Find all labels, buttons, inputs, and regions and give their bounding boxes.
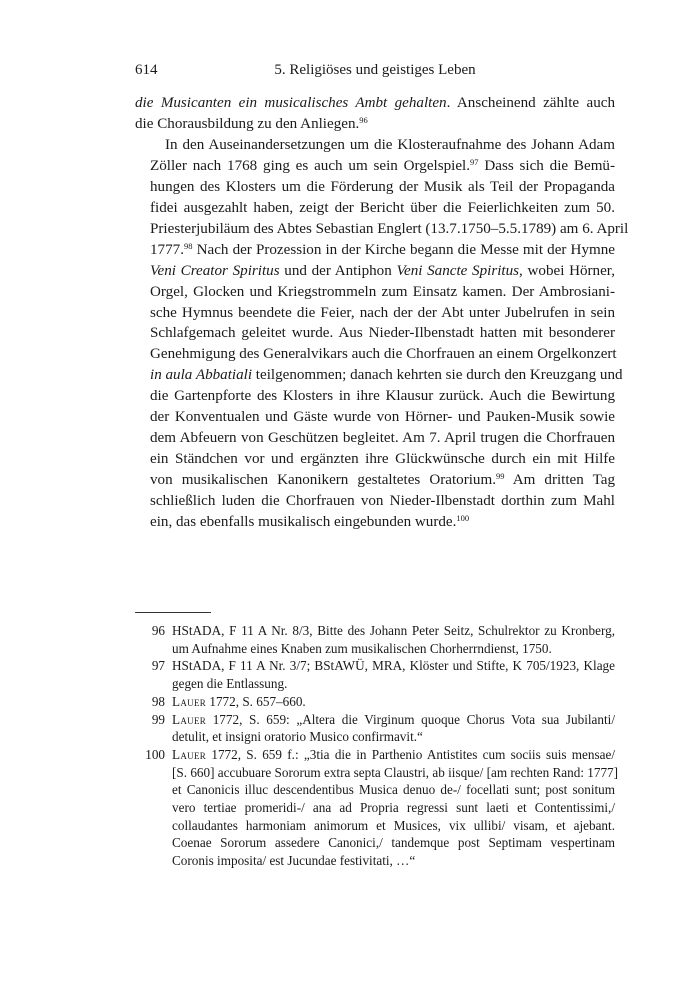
footnote-line-text: vero tertiae promeridi-/ ana ad Propria regressi sunt laeti et Contentissimi,/ (172, 800, 615, 816)
footnote-line (172, 781, 615, 799)
footnote-line-text: 1772, S. 659 f.: „3tia die in Parthenio Antistites cum sociis suis mensae/ (206, 746, 615, 762)
text-span: In den Auseinandersetzungen um die Klosteraufnahme des Johann Adam (165, 136, 615, 153)
body-text (135, 93, 629, 533)
text-line (135, 386, 615, 407)
footnote-line-text: um Aufnahme eines Knaben zum musikalischen Chorherrndienst, 1750. (172, 640, 552, 656)
footnote-line-text: 1772, S. 657–660. (206, 693, 306, 709)
footnote-author: Lauer (172, 711, 207, 727)
footnote-line (172, 622, 615, 640)
text-span: der Konventualen und Gäste wurde von Hörner- und Pauken-Musik sowie (150, 409, 615, 426)
footnote-line (172, 693, 615, 711)
text-line (135, 135, 615, 156)
text-line (135, 93, 615, 114)
text-line (135, 177, 615, 198)
footnote-ref-99[interactable]: 99 (495, 471, 505, 482)
text-span: Dass sich die Bemü- (478, 157, 616, 174)
text-line (135, 344, 615, 365)
text-span: von musikalischen Kanonikern gestaltetes Oratorium. (150, 472, 496, 489)
text-span: teilgenommen; danach kehrten sie durch den Kreuzgang und (252, 367, 623, 384)
text-span: hungen des Klosters um die Förderung der Musik als Teil der Propaganda (150, 178, 615, 195)
footnote-line (172, 852, 615, 870)
footnote-100 (135, 746, 619, 870)
footnote-number: 97 (151, 658, 165, 674)
text-line (135, 198, 615, 219)
footnotes (135, 622, 619, 870)
text-span: Priesterjubiläum des Abtes Sebastian Englert (13.7.1750–5.5.1789) am 6. April (150, 220, 629, 237)
footnote-line (172, 799, 615, 817)
footnote-line-text: gegen die Entlassung. (172, 676, 288, 692)
text-span: die Chorausbildung zu den Anliegen. (135, 115, 360, 132)
footnote-text (172, 657, 615, 692)
text-span: ein, das ebenfalls musikalisch eingebunden wurde. (150, 514, 457, 531)
text-line (135, 512, 615, 533)
footnote-text (172, 711, 615, 746)
footnote-line-text: collaudantes harmoniam animorum et Musices, vix ullibi/ visam, et ajebant. (172, 817, 615, 833)
text-span: ein Ständchen vor und ergänzten ihre Glückwünsche durch ein mit Hilfe (150, 451, 615, 468)
text-line (135, 303, 615, 324)
text-span: die Gartenpforte des Klosters in ihre Klausur zurück. Auch die Bewirtung (150, 388, 615, 405)
footnote-line (172, 746, 615, 764)
text-line (135, 428, 615, 449)
footnote-ref-100[interactable]: 100 (456, 513, 470, 524)
footnote-text (172, 693, 615, 711)
paragraph-1 (135, 93, 615, 135)
footnote-ref-97[interactable]: 97 (470, 156, 479, 167)
text-span: Genehmigung des Generalvikars auch die Chorfrauen an einem Orgelkonzert (150, 346, 617, 363)
text-span: und der Antiphon (279, 262, 397, 279)
text-line (135, 219, 629, 240)
footnote-line-text: [S. 660] accubuare Sororum extra septa Claustri, ab iisque/ [am rechten Rand: 1777] (172, 764, 619, 780)
footnote-line-text: HStADA, F 11 A Nr. 3/7; BStAWÜ, MRA, Klöster und Stifte, K 705/1923, Klage (172, 658, 615, 674)
page-number: 614 (135, 62, 158, 78)
footnote-line (172, 728, 615, 746)
section-title: 5. Religiöses und geistiges Leben (274, 62, 476, 78)
text-line (135, 470, 615, 491)
footnote-line-text: 1772, S. 659: „Altera die Virginum quoque Chorus Vota sua Jubilanti/ (206, 711, 615, 727)
text-span: Nach der Prozession in der Kirche begann die Messe mit der Hymne (192, 241, 615, 258)
footnote-line-text: detulit, et insigni oratorio Musico confirmavit.“ (172, 729, 423, 745)
text-span: 1777. (150, 241, 184, 258)
footnote-text (172, 622, 615, 657)
italic-title: Veni Creator Spiritus (150, 262, 280, 279)
footnote-97 (135, 657, 615, 692)
text-line (135, 365, 623, 386)
text-line (135, 156, 615, 177)
text-span: sche Hymnus beendete die Feier, nach der der Abt unter Jubelrufen in sein (150, 304, 615, 321)
footnote-number: 99 (151, 711, 165, 727)
text-line (135, 491, 615, 512)
italic-title: Veni Sancte Spiritus (396, 262, 520, 279)
italic-phrase: in aula Abbatiali (150, 367, 253, 384)
text-span: Orgel, Glocken und Kriegstrommeln zum Einsatz kamen. Der Ambrosiani- (150, 283, 615, 300)
footnote-ref-98[interactable]: 98 (183, 240, 193, 251)
footnote-number: 96 (151, 623, 165, 638)
text-span: , wobei Hörner, (519, 262, 615, 279)
footnote-line-text: HStADA, F 11 A Nr. 8/3, Bitte des Johann Peter Seitz, Schulrektor zu Kronberg, (172, 623, 615, 638)
footnote-text (172, 746, 619, 870)
text-span: Schlafgemach geleitet wurde. Aus Nieder-Ilbenstadt hatten mit besonderer (150, 325, 615, 342)
footnote-author: Lauer (172, 746, 207, 762)
footnote-divider (135, 612, 211, 613)
text-line (135, 261, 615, 282)
footnote-line-text: et Canonicis illuc descendentibus Musica denuo de-/ focellati sunt; post sonitum (172, 782, 615, 798)
text-span: Zöller nach 1768 ging es auch um sein Orgelspiel. (150, 157, 471, 174)
footnote-line (172, 817, 615, 835)
footnote-line (172, 640, 615, 658)
paragraph-2 (135, 135, 629, 533)
text-span: dem Abfeuern von Geschützen begleitet. Am 7. April trugen die Chorfrauen (150, 430, 615, 447)
footnote-98 (135, 693, 615, 711)
footnote-line (172, 834, 615, 852)
text-line (135, 407, 615, 428)
text-line (135, 114, 615, 135)
text-span: schließlich luden die Chorfrauen von Nieder-Ilbenstadt dorthin zum Mahl (150, 493, 615, 510)
footnote-number: 100 (145, 746, 165, 762)
footnote-line-text: Coenae Sororum assedere Canonici,/ tandemque post Septimam vespertinam (172, 835, 615, 851)
footnote-line (172, 764, 619, 782)
text-line (135, 240, 615, 261)
footnote-author: Lauer (172, 693, 207, 709)
footnote-line (172, 711, 615, 729)
italic-quote: die Musicanten ein musicalisches Ambt gehalten (135, 95, 447, 111)
text-span: fidei ausgezahlt haben, zeigt der Bericht über die Feierlichkeiten zum 50. (150, 199, 615, 216)
footnote-ref-96[interactable]: 96 (359, 114, 368, 125)
footnote-99 (135, 711, 615, 746)
footnote-line-text: Coronis imposita/ est Jucundae festivitati, …“ (172, 853, 416, 869)
running-head (135, 58, 615, 82)
text-line (135, 323, 615, 344)
text-line (135, 282, 615, 303)
text-span: . Anscheinend zählte auch (446, 95, 615, 111)
footnote-line (172, 675, 615, 693)
text-line (135, 449, 615, 470)
text-span: Am dritten Tag (504, 472, 615, 489)
footnote-number: 98 (151, 693, 165, 709)
footnote-line (172, 657, 615, 675)
footnote-96 (135, 622, 615, 657)
